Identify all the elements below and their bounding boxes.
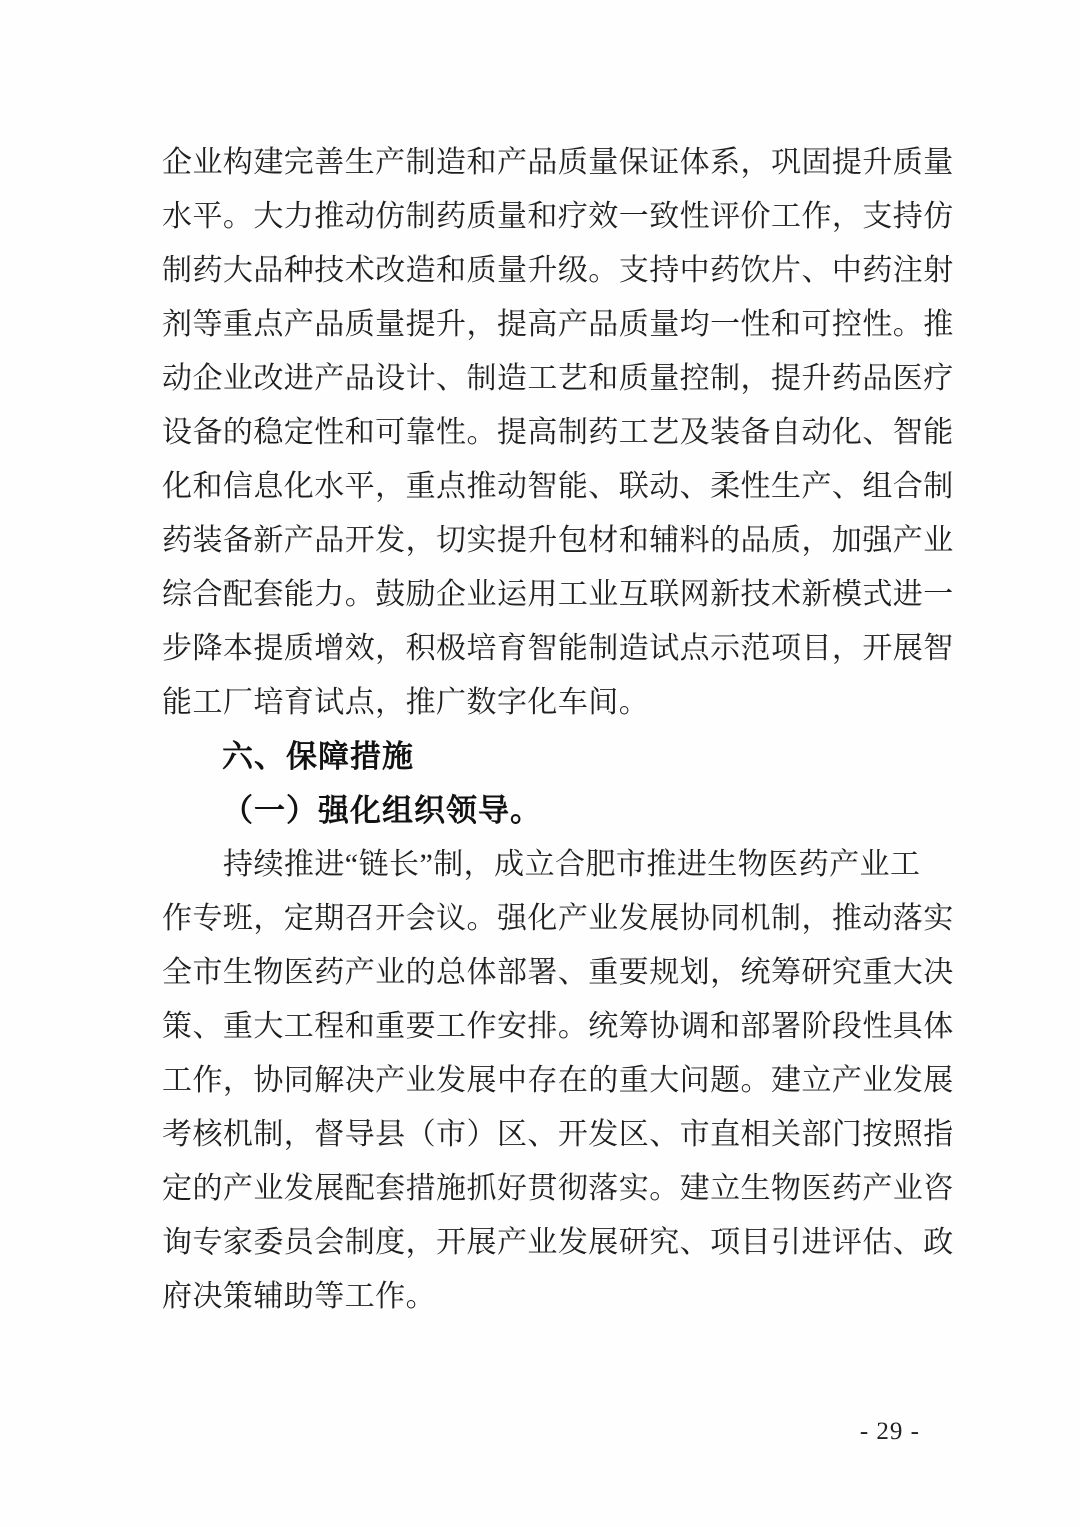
text-line: 化和信息化水平，重点推动智能、联动、柔性生产、组合制 bbox=[162, 470, 954, 503]
text-line: 水平。大力推动仿制药质量和疗效一致性评价工作，支持仿 bbox=[162, 200, 954, 233]
text-line: 持续推进“链长”制，成立合肥市推进生物医药产业工 bbox=[223, 848, 921, 881]
text-line: 设备的稳定性和可靠性。提高制药工艺及装备自动化、智能 bbox=[162, 416, 954, 449]
text-line: 考核机制，督导县（市）区、开发区、市直相关部门按照指 bbox=[162, 1118, 954, 1151]
text-line: 剂等重点产品质量提升，提高产品质量均一性和可控性。推 bbox=[162, 308, 954, 341]
text-line: 企业构建完善生产制造和产品质量保证体系，巩固提升质量 bbox=[162, 146, 954, 179]
page-content bbox=[162, 136, 954, 1324]
text-line: 能工厂培育试点，推广数字化车间。 bbox=[162, 686, 650, 719]
text-line: 策、重大工程和重要工作安排。统筹协调和部署阶段性具体 bbox=[162, 1010, 954, 1043]
text-line: 府决策辅助等工作。 bbox=[162, 1280, 437, 1313]
subsection-heading: （一）强化组织领导。 bbox=[222, 793, 542, 828]
text-line: 全市生物医药产业的总体部署、重要规划，统筹研究重大决 bbox=[162, 956, 954, 989]
text-line: 定的产业发展配套措施抓好贯彻落实。建立生物医药产业咨 bbox=[162, 1172, 954, 1205]
paragraph-organization-leadership bbox=[162, 838, 954, 1324]
text-line: 作专班，定期召开会议。强化产业发展协同机制，推动落实 bbox=[162, 902, 954, 935]
text-line: 询专家委员会制度，开展产业发展研究、项目引进评估、政 bbox=[162, 1226, 954, 1259]
text-line: 步降本提质增效，积极培育智能制造试点示范项目，开展智 bbox=[162, 632, 954, 665]
text-line: 制药大品种技术改造和质量升级。支持中药饮片、中药注射 bbox=[162, 254, 954, 287]
paragraph-quality-improvement bbox=[162, 136, 954, 730]
text-line: 综合配套能力。鼓励企业运用工业互联网新技术新模式进一 bbox=[162, 578, 954, 611]
page-number: - 29 - bbox=[859, 1418, 920, 1445]
text-line: 工作，协同解决产业发展中存在的重大问题。建立产业发展 bbox=[162, 1064, 954, 1097]
text-line: 药装备新产品开发，切实提升包材和辅料的品质，加强产业 bbox=[162, 524, 954, 557]
section-heading: 六、保障措施 bbox=[222, 739, 414, 774]
text-line: 动企业改进产品设计、制造工艺和质量控制，提升药品医疗 bbox=[162, 362, 954, 395]
